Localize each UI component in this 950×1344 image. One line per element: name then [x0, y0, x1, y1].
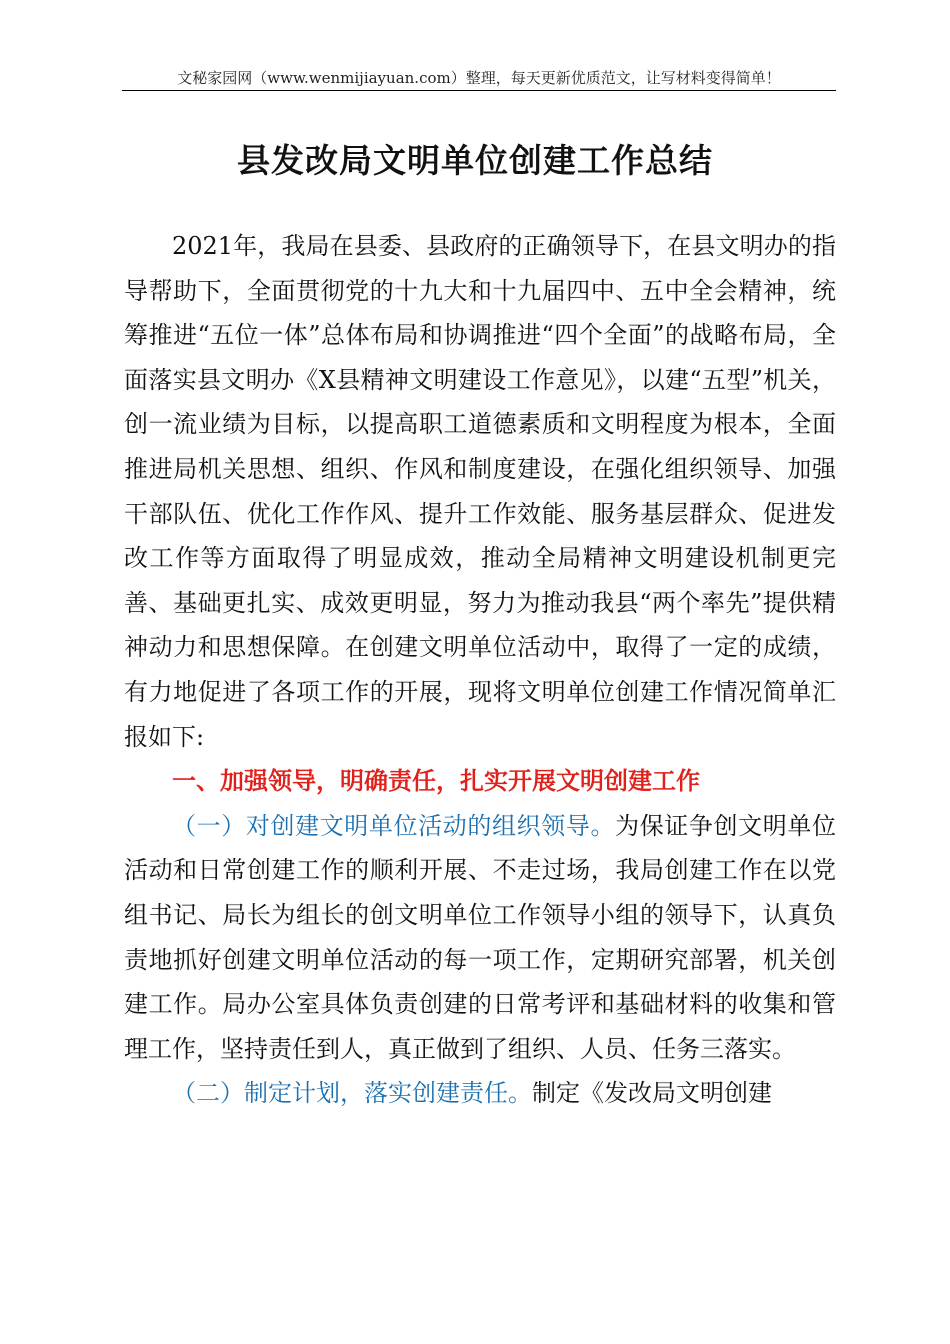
item-1-body: 为保证争创文明单位活动和日常创建工作的顺利开展、不走过场，我局创建工作在以党组书记、局长为组长的创文明单位工作领导小组的领导下，认真负责地抓好创建文明单位活动的每一项工作，定期研究部署，机关创建工作。局办公室具体负责创建的日常考评和基础材料的收集和管理工作，坚持责任到人，真正做到了组织、人员、任务三落实。	[124, 811, 837, 1063]
intro-paragraph: 2021年，我局在县委、县政府的正确领导下，在县文明办的指导帮助下，全面贯彻党的十九大和十九届四中、五中全会精神，统筹推进“五位一体”总体布局和协调推进“四个全面”的战略布局，全面落实县文明办《X县精神文明建设工作意见》，以建“五型”机关，创一流业绩为目标，以提高职工道德素质和文明程度为根本，全面推进局机关思想、组织、作风和制度建设，在强化组织领导、加强干部队伍、优化工作作风、提升工作效能、服务基层群众、促进发改工作等方面取得了明显成效，推动全局精神文明建设机制更完善、基础更扎实、成效更明显，努力为推动我县“两个率先”提供精神动力和思想保障。在创建文明单位活动中，取得了一定的成绩，有力地促进了各项工作的开展，现将文明单位创建工作情况简单汇报如下:	[124, 232, 836, 751]
page-header: 文秘家园网（www.wenmijiayuan.com）整理，每天更新优质范文，让写材料变得简单！	[177, 69, 781, 87]
document-title: 县发改局文明单位创建工作总结	[237, 141, 713, 180]
item-1-paragraph	[124, 804, 836, 1072]
section-heading-1: 一、加强领导，明确责任，扎实开展文明创建工作	[172, 767, 700, 796]
item-2-paragraph	[124, 1071, 836, 1116]
document-body	[124, 224, 836, 1116]
item-2-body: 制定《发改局文明创建	[532, 1079, 772, 1108]
header-divider	[122, 90, 836, 91]
item-2-subhead: （二）制定计划，落实创建责任。	[172, 1079, 532, 1108]
item-1-subhead: （一）对创建文明单位活动的组织领导。	[172, 811, 616, 840]
